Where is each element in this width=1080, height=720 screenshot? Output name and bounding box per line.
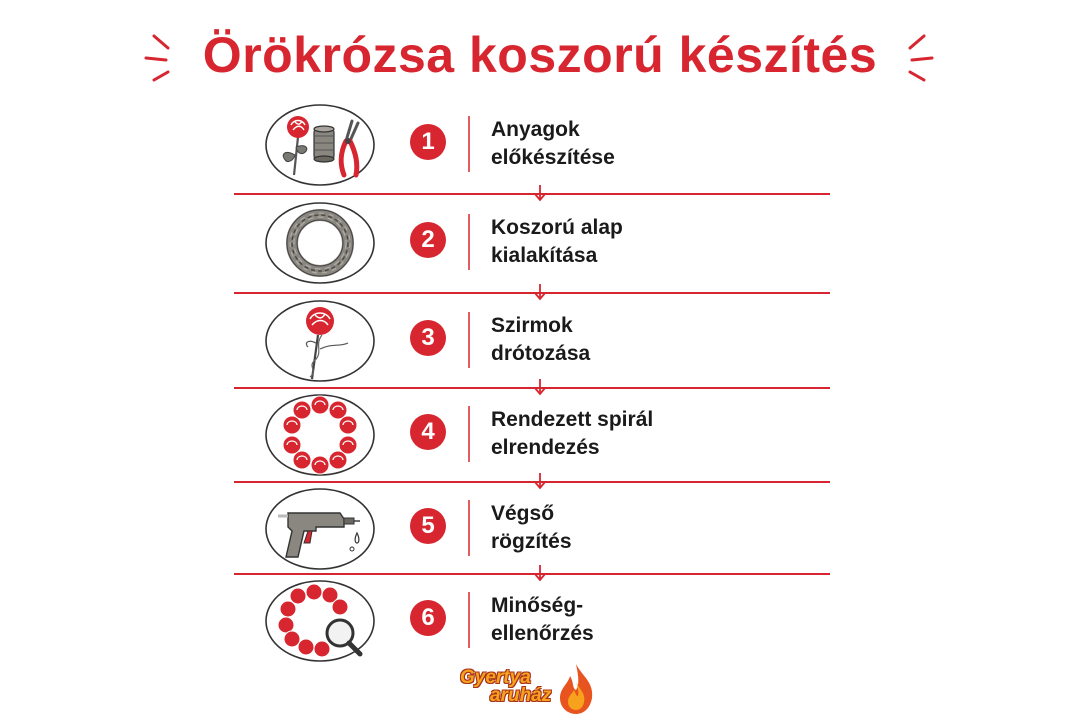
vertical-separator [468, 116, 470, 172]
vertical-separator [468, 214, 470, 270]
step-label [491, 312, 751, 368]
step-label-line-1: Végső [491, 502, 555, 525]
step-label-line-2: elrendezés [491, 436, 600, 459]
brand-logo[interactable] [452, 660, 612, 716]
wreath-base-icon [264, 201, 376, 285]
wreath-magnifier-icon [264, 579, 376, 663]
logo-text-line-1: Gyertya [460, 667, 531, 688]
step-number-badge: 6 [410, 600, 446, 636]
vertical-separator [468, 592, 470, 648]
step-2 [0, 198, 1080, 294]
step-label-line-1: Minőség- [491, 594, 584, 617]
step-label-line-1: Rendezett spirál [491, 408, 654, 431]
step-label-line-2: rögzítés [491, 530, 572, 553]
step-number-badge: 3 [410, 320, 446, 356]
page-title: Örökrózsa koszorú készítés [202, 27, 878, 83]
step-label-line-2: kialakítása [491, 244, 598, 267]
flame-icon [556, 662, 596, 716]
step-label-line-2: előkészítése [491, 146, 615, 169]
step-6 [0, 576, 1080, 672]
step-label-line-2: drótozása [491, 342, 591, 365]
step-label [491, 406, 751, 462]
step-label [491, 500, 751, 556]
logo-text-line-2: aruház [490, 685, 552, 706]
step-number-badge: 4 [410, 414, 446, 450]
step-label [491, 116, 751, 172]
rose-wire-pliers-icon [264, 103, 376, 187]
step-number-badge: 1 [410, 124, 446, 160]
step-label [491, 214, 751, 270]
vertical-separator [468, 406, 470, 462]
glue-gun-icon [264, 487, 376, 571]
vertical-separator [468, 312, 470, 368]
step-number-badge: 2 [410, 222, 446, 258]
rose-wreath-icon [264, 393, 376, 477]
step-label [491, 592, 751, 648]
step-number-badge: 5 [410, 508, 446, 544]
step-1 [0, 100, 1080, 196]
step-label-line-2: ellenőrzés [491, 622, 594, 645]
step-label-line-1: Koszorú alap [491, 216, 623, 239]
step-label-line-1: Anyagok [491, 118, 580, 141]
wired-rose-icon [264, 299, 376, 383]
vertical-separator [468, 500, 470, 556]
step-label-line-1: Szirmok [491, 314, 573, 337]
